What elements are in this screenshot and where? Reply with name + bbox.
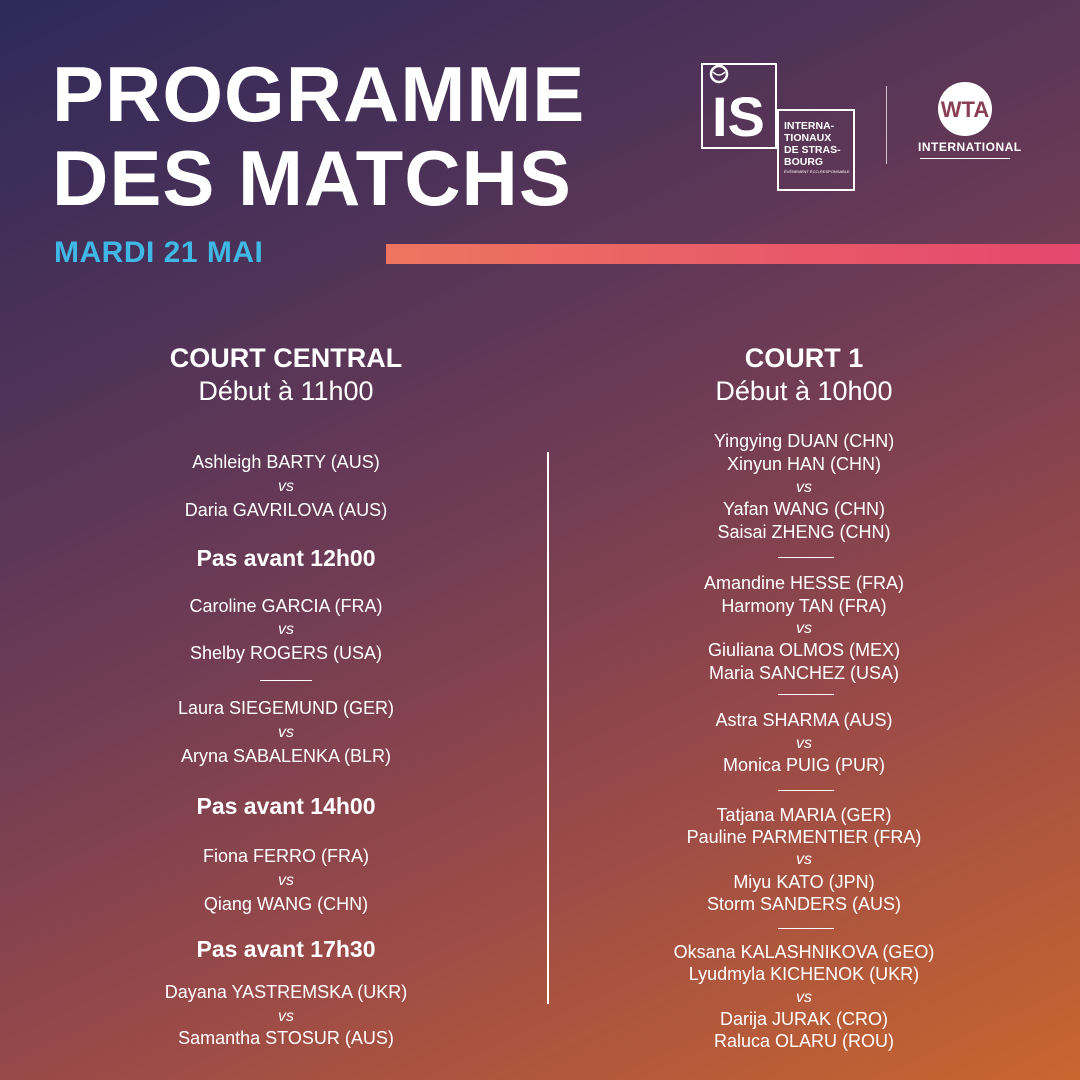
vs-label: vs bbox=[278, 872, 294, 889]
is-text-4: BOURG bbox=[784, 156, 824, 168]
court-1-name: COURT 1 bbox=[744, 343, 864, 373]
match-separator bbox=[260, 680, 312, 681]
match-player: Shelby ROGERS (USA) bbox=[189, 643, 383, 663]
is-text-2: TIONAUX bbox=[784, 132, 832, 144]
court-central-schedule bbox=[18, 0, 554, 1080]
is-text-1: INTERNA- bbox=[784, 120, 835, 132]
match-player: Miyu KATO (JPN) bbox=[733, 872, 875, 892]
match-player: Qiang WANG (CHN) bbox=[203, 894, 369, 914]
date-label: MARDI 21 MAI bbox=[54, 236, 264, 269]
match-player: Daria GAVRILOVA (AUS) bbox=[184, 500, 388, 520]
match-player: Monica PUIG (PUR) bbox=[722, 755, 886, 775]
court-central-name: COURT CENTRAL bbox=[169, 343, 403, 373]
wta-label: INTERNATIONAL bbox=[918, 140, 1022, 154]
match-player: Samantha STOSUR (AUS) bbox=[178, 1028, 394, 1048]
vs-label: vs bbox=[796, 479, 812, 496]
vs-label: vs bbox=[278, 1008, 294, 1025]
match-player: Pauline PARMENTIER (FRA) bbox=[686, 827, 922, 847]
match-player: Astra SHARMA (AUS) bbox=[715, 710, 893, 730]
time-note: Pas avant 17h30 bbox=[196, 936, 376, 962]
vs-label: vs bbox=[796, 851, 812, 868]
match-separator bbox=[778, 928, 834, 929]
court-1-schedule bbox=[534, 0, 1074, 1080]
match-player: Saisai ZHENG (CHN) bbox=[717, 522, 891, 542]
vs-label: vs bbox=[278, 621, 294, 638]
title-line-1: PROGRAMME bbox=[52, 50, 586, 138]
match-player: Caroline GARCIA (FRA) bbox=[189, 596, 383, 616]
match-player: Ashleigh BARTY (AUS) bbox=[192, 452, 380, 472]
time-note: Pas avant 12h00 bbox=[196, 545, 376, 571]
match-player: Harmony TAN (FRA) bbox=[721, 596, 887, 616]
match-player: Lyudmyla KICHENOK (UKR) bbox=[688, 964, 920, 984]
time-note: Pas avant 14h00 bbox=[196, 793, 376, 819]
is-text-3: DE STRAS- bbox=[784, 144, 841, 156]
court-1-start: Début à 10h00 bbox=[715, 376, 893, 406]
match-player: Raluca OLARU (ROU) bbox=[713, 1031, 895, 1051]
match-player: Laura SIEGEMUND (GER) bbox=[177, 698, 395, 718]
is-tagline: ÉVÉNEMENT ÉCO-RESPONSABLE bbox=[784, 169, 850, 174]
match-player: Giuliana OLMOS (MEX) bbox=[707, 640, 901, 660]
is-mark: IS bbox=[712, 85, 765, 148]
match-separator bbox=[778, 557, 834, 558]
match-player: Aryna SABALENKA (BLR) bbox=[180, 746, 392, 766]
match-player: Oksana KALASHNIKOVA (GEO) bbox=[673, 942, 935, 962]
title-line-2: DES MATCHS bbox=[52, 134, 572, 222]
match-separator bbox=[778, 790, 834, 791]
match-player: Darija JURAK (CRO) bbox=[719, 1009, 888, 1029]
match-player: Fiona FERRO (FRA) bbox=[202, 846, 370, 866]
match-separator bbox=[778, 694, 834, 695]
match-player: Yingying DUAN (CHN) bbox=[713, 431, 895, 451]
match-player: Maria SANCHEZ (USA) bbox=[708, 663, 900, 683]
match-player: Storm SANDERS (AUS) bbox=[706, 894, 902, 914]
vs-label: vs bbox=[796, 989, 812, 1006]
match-player: Tatjana MARIA (GER) bbox=[716, 805, 892, 825]
vs-label: vs bbox=[796, 735, 812, 752]
match-player: Yafan WANG (CHN) bbox=[722, 499, 886, 519]
wta-mark: WTA bbox=[940, 97, 990, 122]
vs-label: vs bbox=[796, 620, 812, 637]
vs-label: vs bbox=[278, 724, 294, 741]
court-central-start: Début à 11h00 bbox=[198, 376, 374, 406]
match-player: Xinyun HAN (CHN) bbox=[726, 454, 882, 474]
vs-label: vs bbox=[278, 478, 294, 495]
match-player: Amandine HESSE (FRA) bbox=[703, 573, 905, 593]
match-player: Dayana YASTREMSKA (UKR) bbox=[164, 982, 408, 1002]
